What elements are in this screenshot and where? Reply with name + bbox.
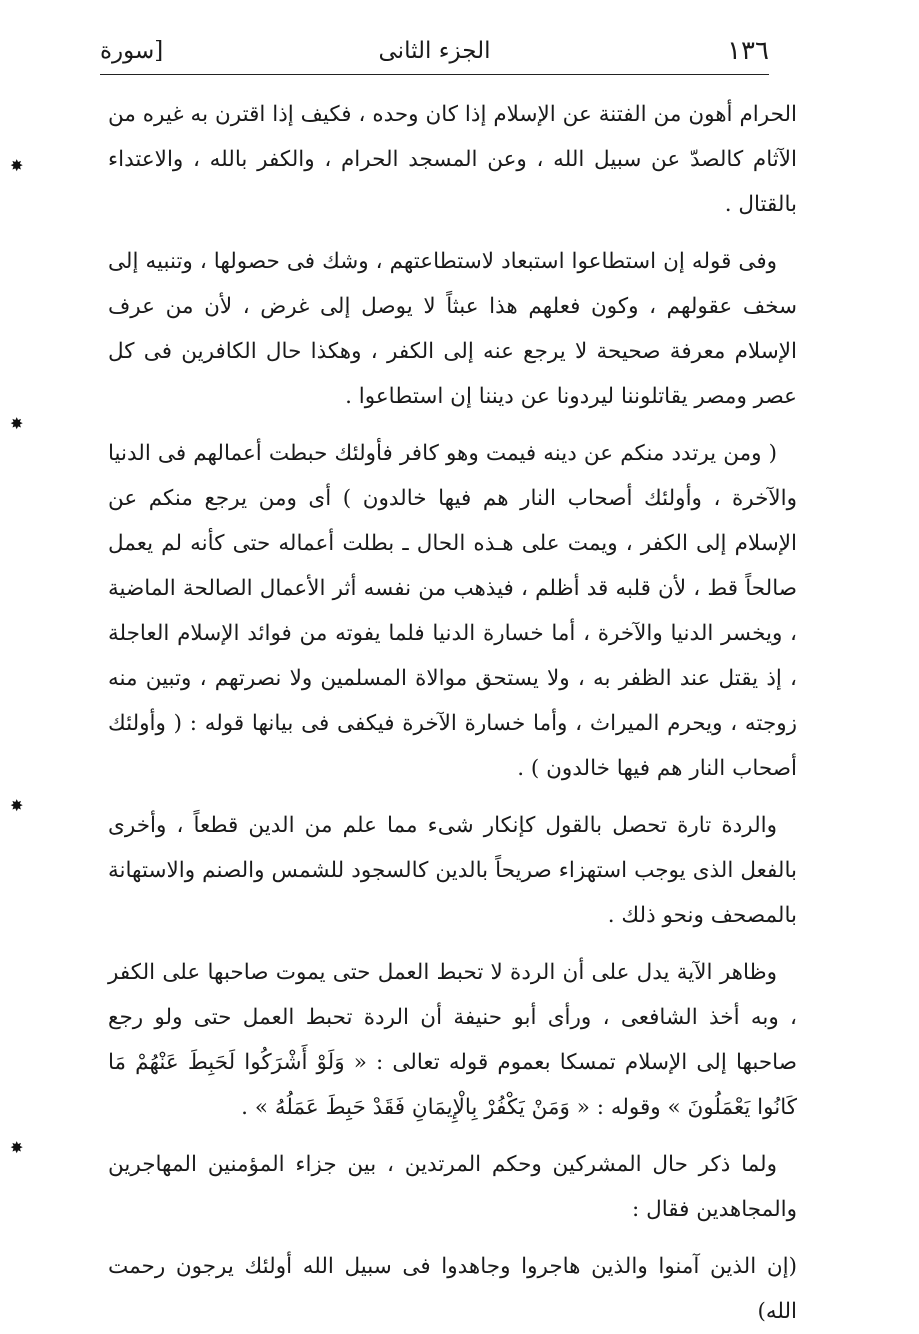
paragraph-1: الحرام أهون من الفتنة عن الإسلام إذا كان وحده ، فكيف إذا اقترن به غيره من الآثام كالصدّ عن سبيل الله ، وعن المسجد الحرام ، والكفر بالله ، والاعتداء بالقتال .	[108, 102, 797, 217]
paragraph-4: والردة تارة تحصل بالقول كإنكار شىء مما علم من الدين قطعاً ، وأخرى بالفعل الذى يوجب استهزاء صريحاً بالدين كالسجود للشمس والصنم والاستهانة بالمصحف ونحو ذلك .	[108, 813, 797, 928]
margin-mark-icon: ✸	[10, 156, 24, 175]
page-body	[108, 92, 797, 1334]
paragraph-2: وفى قوله إن استطاعوا استبعاد لاستطاعتهم ، وشك فى حصولها ، وتنبيه إلى سخف عقولهم ، وكون فعلهم هذا عبثاً لا يوصل إلى غرض ، لأن من عرف الإسلام معرفة صحيحة لا يرجع عنه إلى الكفر ، وهكذا حال الكافرين فى كل عصر ومصر يقاتلوننا ليردونا عن ديننا إن استطاعوا .	[108, 249, 797, 409]
paragraph-5: وظاهر الآية يدل على أن الردة لا تحبط العمل حتى يموت صاحبها على الكفر ، وبه أخذ الشافعى ، ورأى أبو حنيفة أن الردة تحبط العمل حتى ولو رجع صاحبها إلى الإسلام تمسكا بعموم قوله تعالى : « وَلَوْ أَشْرَكُوا لَحَبِطَ عَنْهُمْ مَا كَانُوا يَعْمَلُونَ » وقوله : « وَمَنْ يَكْفُرْ بِالْإِيمَانِ فَقَدْ حَبِطَ عَمَلُهُ » .	[108, 960, 797, 1120]
page-header	[100, 30, 769, 74]
surah-label: [سورة	[100, 38, 164, 64]
margin-mark-icon: ✸	[10, 796, 24, 815]
paragraph-3: ( ومن يرتدد منكم عن دينه فيمت وهو كافر فأولئك حبطت أعمالهم فى الدنيا والآخرة ، وأولئك أصحاب النار هم فيها خالدون ) أى ومن يرجع منكم عن الإسلام إلى الكفر ، ويمت على هـذه الحال ـ بطلت أعماله حتى كأنه لم يعمل صالحاً قط ، لأن قلبه قد أظلم ، فيذهب من نفسه أثر الأعمال الصالحة الماضية ، ويخسر الدنيا والآخرة ، أما خسارة الدنيا فلما يفوته من فوائد الإسلام العاجلة ، إذ يقتل عند الظفر به ، ولا يستحق موالاة المسلمين ولا نصرتهم ، وتبين منه زوجته ، ويحرم الميراث ، وأما خسارة الآخرة فيكفى فى بيانها قوله : ( وأولئك أصحاب النار هم فيها خالدون ) .	[108, 441, 797, 781]
paragraph-6: ولما ذكر حال المشركين وحكم المرتدين ، بين جزاء المؤمنين المهاجرين والمجاهدين فقال :	[108, 1152, 797, 1222]
part-title: الجزء الثانى	[378, 38, 491, 64]
margin-mark-icon: ✸	[10, 414, 24, 433]
margin-mark-icon: ✸	[10, 1138, 24, 1157]
paragraph-7-verse: (إن الذين آمنوا والذين هاجروا وجاهدوا فى سبيل الله أولئك يرجون رحمت الله)	[108, 1254, 797, 1324]
page-number: ١٣٦	[727, 36, 769, 66]
header-rule	[100, 74, 769, 75]
